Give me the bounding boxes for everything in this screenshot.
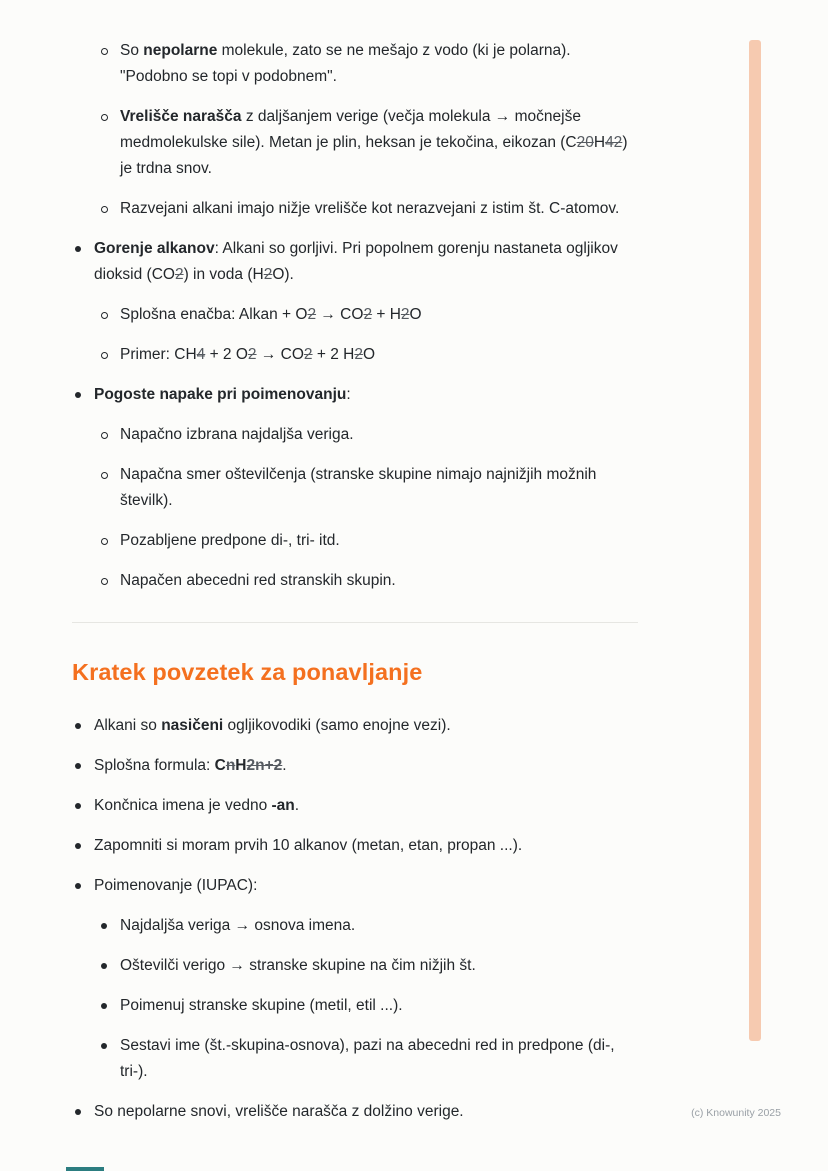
list-item-row xyxy=(72,1099,638,1125)
list-item-row xyxy=(98,302,638,328)
list-item xyxy=(98,993,638,1019)
text-segment: O xyxy=(362,346,376,363)
copyright-text: (c) Knowunity 2025 xyxy=(691,1107,781,1119)
disc-bullet-icon xyxy=(98,993,120,1019)
disc-bullet-icon xyxy=(72,382,94,408)
bold-text: nasičeni xyxy=(161,717,224,734)
list-item xyxy=(98,302,638,328)
list-item xyxy=(98,913,638,939)
text-segment: O xyxy=(409,306,422,323)
list-item-text xyxy=(120,953,638,979)
bold-text: H xyxy=(235,757,247,774)
subscript-strikethrough-text: 42 xyxy=(605,134,623,151)
list-item-text xyxy=(120,342,638,368)
subscript-strikethrough-text: n xyxy=(225,757,236,774)
bullet-list xyxy=(98,38,638,222)
list-item xyxy=(72,713,638,739)
text-segment: Najdaljša veriga → osnova imena. xyxy=(120,917,356,934)
list-item-row xyxy=(72,753,638,779)
next-page-peek-strip xyxy=(66,1167,104,1171)
text-segment: molekule, zato se ne mešajo z vodo (ki je polarna). "Podobno se topi v podobnem". xyxy=(120,42,571,85)
list-item-row xyxy=(98,913,638,939)
list-item xyxy=(98,462,638,514)
list-item-text xyxy=(120,568,638,594)
text-segment: . xyxy=(282,757,287,774)
text-segment: H xyxy=(593,134,606,151)
circle-bullet-icon xyxy=(98,422,120,448)
notes-content xyxy=(72,38,638,1139)
list-item xyxy=(98,342,638,368)
subscript-strikethrough-text: 20 xyxy=(576,134,594,151)
disc-bullet-icon xyxy=(98,1033,120,1059)
list-item-row xyxy=(98,1033,638,1085)
list-item-row xyxy=(98,528,638,554)
text-segment: : Alkani so gorljivi. Pri popolnem gorenju nastaneta ogljikov dioksid (CO xyxy=(94,240,618,283)
bold-text: C xyxy=(214,757,226,774)
list-item-row xyxy=(98,342,638,368)
list-item-row xyxy=(98,462,638,514)
page-edge-accent-bar xyxy=(749,40,761,1041)
list-item-text xyxy=(94,793,638,819)
circle-bullet-icon xyxy=(98,462,120,488)
text-segment: z daljšanjem verige (večja molekula → močnejše medmolekulske sile). Metan je plin, heksan je tekočina, eikozan (C xyxy=(120,108,581,151)
footer xyxy=(691,1107,781,1119)
text-segment: Alkani so xyxy=(94,717,162,734)
list-item xyxy=(98,196,638,222)
list-item-row xyxy=(72,793,638,819)
list-item-text xyxy=(120,462,638,514)
list-item-row xyxy=(72,382,638,408)
text-segment: Splošna enačba: Alkan + O xyxy=(120,306,308,323)
list-item xyxy=(72,1099,638,1125)
text-segment: . xyxy=(294,797,300,814)
list-item-row xyxy=(72,833,638,859)
list-item xyxy=(98,38,638,90)
list-item xyxy=(98,104,638,182)
disc-bullet-icon xyxy=(72,833,94,859)
text-segment: + H xyxy=(372,306,401,323)
circle-bullet-icon xyxy=(98,104,120,130)
list-item-row xyxy=(98,104,638,182)
list-item-text xyxy=(120,38,638,90)
subscript-strikethrough-text: 2 xyxy=(263,266,273,283)
list-item-text xyxy=(120,196,638,222)
disc-bullet-icon xyxy=(72,793,94,819)
bullet-list xyxy=(72,713,638,1125)
text-segment: Napačno izbrana najdaljša veriga. xyxy=(120,426,354,443)
bold-text: Pogoste napake pri poimenovanju xyxy=(94,386,347,403)
list-item xyxy=(98,568,638,594)
text-segment: ) in voda (H xyxy=(183,266,264,283)
text-segment: Oštevilči verigo → stranske skupine na čim nižjih št. xyxy=(120,957,476,974)
text-segment: Razvejani alkani imajo nižje vrelišče kot nerazvejani z istim št. C-atomov. xyxy=(120,200,620,217)
text-segment: Napačna smer oštevilčenja (stranske skupine nimajo najnižjih možnih številk). xyxy=(120,466,597,509)
list-item-text xyxy=(120,913,638,939)
bold-text: Vrelišče narašča xyxy=(120,108,242,125)
subscript-strikethrough-text: 2 xyxy=(363,306,373,323)
text-segment: + 2 O xyxy=(205,346,248,363)
text-segment: So xyxy=(120,42,144,59)
circle-bullet-icon xyxy=(98,568,120,594)
text-segment: : xyxy=(346,386,351,403)
list-item xyxy=(98,953,638,979)
text-segment: + 2 H xyxy=(312,346,355,363)
list-item-text xyxy=(120,528,638,554)
list-item-row xyxy=(72,236,638,288)
subscript-strikethrough-text: 2 xyxy=(354,346,363,363)
section-heading: Kratek povzetek za ponavljanje xyxy=(72,659,423,685)
text-segment: Sestavi ime (št.-skupina-osnova), pazi na abecedni red in predpone (di-, tri-). xyxy=(120,1037,615,1080)
disc-bullet-icon xyxy=(72,236,94,262)
disc-bullet-icon xyxy=(72,753,94,779)
bold-text: Gorenje alkanov xyxy=(94,240,215,257)
list-item xyxy=(72,753,638,779)
subscript-strikethrough-text: 2 xyxy=(174,266,184,283)
nested-list xyxy=(98,302,638,368)
list-item-text xyxy=(94,753,638,779)
section-divider xyxy=(72,622,638,623)
list-item-text xyxy=(120,993,638,1019)
circle-bullet-icon xyxy=(98,196,120,222)
disc-bullet-icon xyxy=(72,873,94,899)
subscript-strikethrough-text: 2 xyxy=(400,306,410,323)
list-item-row xyxy=(98,422,638,448)
text-segment: → CO xyxy=(256,346,304,363)
list-item-text xyxy=(94,1099,638,1125)
text-segment: Primer: CH xyxy=(120,346,197,363)
list-item xyxy=(98,528,638,554)
text-segment: O). xyxy=(272,266,294,283)
list-item-text xyxy=(120,104,638,182)
list-item-text xyxy=(94,236,638,288)
text-segment: ogljikovodiki (samo enojne vezi). xyxy=(223,717,451,734)
text-segment: Napačen abecedni red stranskih skupin. xyxy=(120,572,396,589)
list-item-text xyxy=(94,873,638,899)
bullet-list xyxy=(72,236,638,594)
list-item-text xyxy=(94,833,638,859)
subscript-strikethrough-text: 4 xyxy=(196,346,206,363)
list-item xyxy=(72,236,638,368)
list-item-row xyxy=(98,993,638,1019)
list-item xyxy=(98,422,638,448)
bold-text: -an xyxy=(271,797,295,814)
subscript-strikethrough-text: 2 xyxy=(307,306,317,323)
text-segment: Končnica imena je vedno xyxy=(94,797,272,814)
list-item-text xyxy=(120,422,638,448)
circle-bullet-icon xyxy=(98,38,120,64)
list-item-text xyxy=(94,382,638,408)
subscript-strikethrough-text: 2 xyxy=(303,346,313,363)
text-segment: So nepolarne snovi, vrelišče narašča z dolžino verige. xyxy=(94,1103,464,1120)
nested-list xyxy=(98,422,638,594)
text-segment: ) je trdna snov. xyxy=(120,134,628,177)
text-segment: Zapomniti si moram prvih 10 alkanov (metan, etan, propan ...). xyxy=(94,837,523,854)
disc-bullet-icon xyxy=(72,1099,94,1125)
list-item xyxy=(72,793,638,819)
list-item-text xyxy=(120,302,638,328)
list-item xyxy=(98,1033,638,1085)
list-item xyxy=(72,873,638,1085)
circle-bullet-icon xyxy=(98,302,120,328)
list-item-row xyxy=(98,196,638,222)
circle-bullet-icon xyxy=(98,342,120,368)
text-segment: → CO xyxy=(316,306,364,323)
list-item-row xyxy=(72,873,638,899)
text-segment: Pozabljene predpone di-, tri- itd. xyxy=(120,532,340,549)
list-item-row xyxy=(98,38,638,90)
subscript-strikethrough-text: 2n+2 xyxy=(246,757,283,774)
disc-bullet-icon xyxy=(98,953,120,979)
nested-list xyxy=(98,913,638,1085)
circle-bullet-icon xyxy=(98,528,120,554)
list-item-text xyxy=(94,713,638,739)
disc-bullet-icon xyxy=(72,713,94,739)
bold-text: nepolarne xyxy=(143,42,218,59)
list-item xyxy=(72,833,638,859)
subscript-strikethrough-text: 2 xyxy=(247,346,257,363)
text-segment: Poimenuj stranske skupine (metil, etil ...). xyxy=(120,997,403,1014)
list-item-row xyxy=(72,713,638,739)
text-segment: Poimenovanje (IUPAC): xyxy=(94,877,258,894)
list-item-row xyxy=(98,953,638,979)
list-item-text xyxy=(120,1033,638,1085)
list-item-row xyxy=(98,568,638,594)
disc-bullet-icon xyxy=(98,913,120,939)
text-segment: Splošna formula: xyxy=(94,757,215,774)
list-item xyxy=(72,382,638,594)
